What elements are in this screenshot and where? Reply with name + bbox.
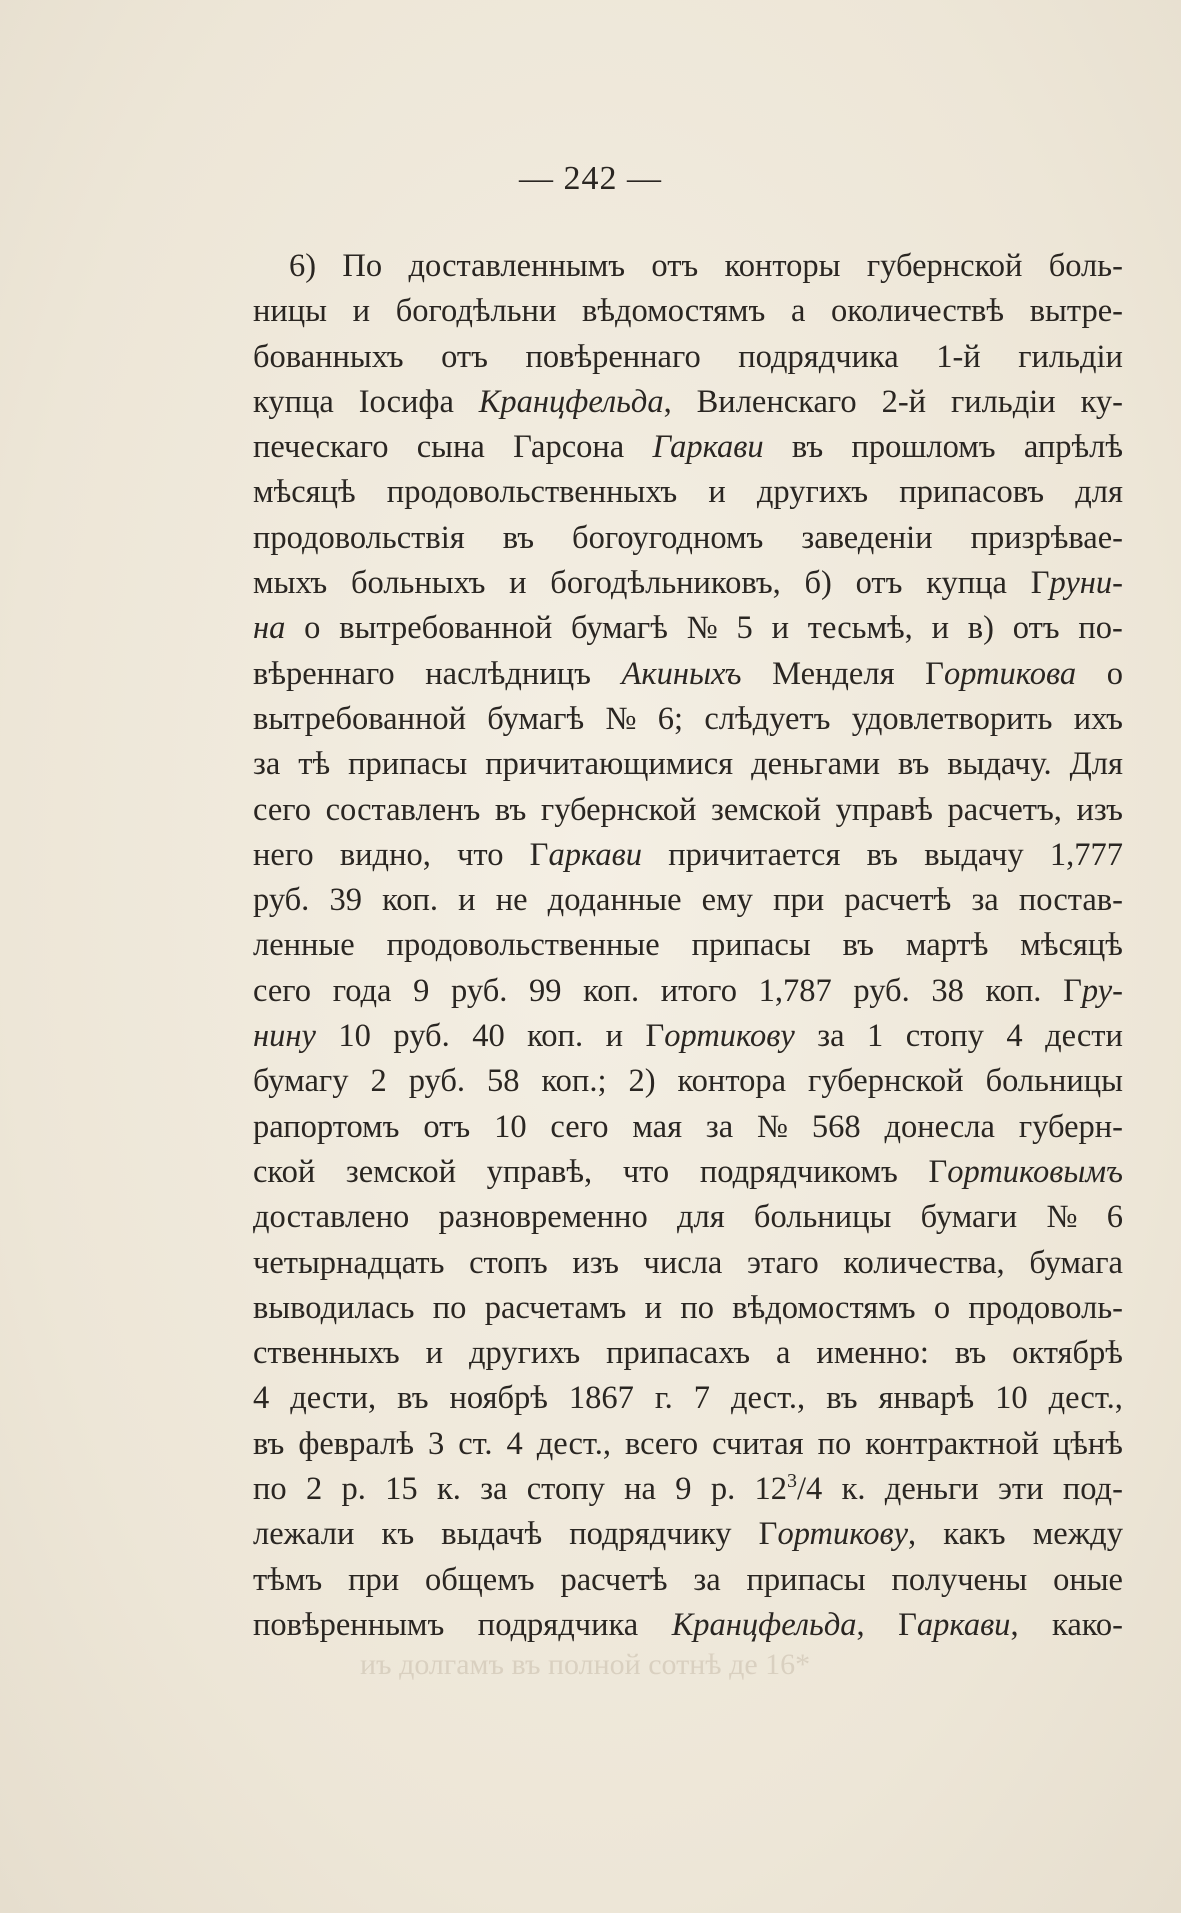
word: мая	[632, 1108, 683, 1145]
word: 123/4	[754, 1470, 823, 1508]
word: а	[790, 293, 806, 330]
word: 1,787	[758, 972, 832, 1009]
word: апрѣлѣ	[1023, 429, 1123, 466]
word: руб.	[451, 972, 508, 1009]
word: и	[644, 1289, 663, 1326]
word: 4	[253, 1380, 270, 1417]
word: лежали	[253, 1516, 355, 1553]
text-line	[253, 746, 1123, 791]
text-line	[253, 1245, 1123, 1290]
word: 15	[385, 1471, 418, 1508]
word: губернской	[866, 248, 1023, 284]
word: отъ	[1012, 610, 1060, 647]
word: удовлетворить	[851, 700, 1053, 737]
word: вѣреннаго	[253, 655, 395, 692]
word: 40	[472, 1018, 505, 1055]
word: припасовъ	[899, 474, 1045, 511]
text-line	[253, 339, 1123, 384]
word: в)	[967, 610, 994, 647]
word: тѣмъ	[253, 1561, 323, 1598]
word: продовольственные	[386, 927, 660, 964]
word: 3	[427, 1425, 445, 1462]
word: въ	[826, 1380, 858, 1417]
word: всего	[624, 1425, 699, 1462]
word: 6;	[657, 700, 684, 737]
word: на	[253, 610, 286, 647]
word: продовольствія	[253, 519, 465, 556]
word: 6)	[289, 248, 317, 284]
word: коп.	[583, 972, 640, 1009]
word: р.	[710, 1471, 736, 1508]
word: 2)	[628, 1063, 656, 1100]
word: сына	[416, 429, 485, 466]
word: и	[425, 1335, 444, 1372]
word: руб.	[393, 1018, 450, 1055]
word: управѣ,	[486, 1153, 593, 1190]
word: и	[509, 565, 527, 602]
word: въ	[842, 927, 874, 964]
word: припасы	[691, 927, 811, 964]
bleed-through-text: иъ долгамъ въ полной сотнѣ де 16*	[360, 1648, 811, 1681]
word: бумагѣ	[487, 700, 585, 737]
word: причитается	[668, 836, 841, 873]
word: Виленскаго	[696, 383, 857, 420]
word: расчетамъ	[484, 1289, 627, 1326]
word: земской	[345, 1153, 456, 1190]
word: отъ	[441, 338, 488, 375]
word: боль-	[1048, 248, 1123, 284]
word: №	[605, 700, 637, 737]
word: о	[933, 1289, 951, 1326]
word: по	[253, 1471, 287, 1508]
word: гильдіи	[1018, 338, 1123, 375]
word: заведеніи	[801, 519, 933, 556]
word: изъ	[572, 1244, 619, 1281]
word: коп.;	[541, 1063, 607, 1100]
word: что	[457, 836, 504, 873]
word: продоволь-	[968, 1289, 1123, 1326]
word: количества,	[843, 1244, 1005, 1281]
word: №	[686, 610, 718, 647]
word: больныхъ	[350, 565, 486, 602]
word: к.	[841, 1471, 866, 1508]
word: ственныхъ	[253, 1335, 400, 1372]
word: Гаркави	[529, 836, 642, 873]
word: повѣреннаго	[525, 338, 701, 375]
word: 9	[675, 1471, 692, 1508]
word: 9	[413, 972, 430, 1009]
page-number: — 242 —	[519, 160, 662, 197]
word: вѣдомостямъ	[581, 293, 766, 330]
word: губерн-	[1018, 1108, 1123, 1145]
text-line	[253, 1471, 1123, 1516]
word: По	[342, 248, 383, 284]
word: 2	[305, 1471, 323, 1508]
text-line	[253, 792, 1123, 837]
word: бумага	[1029, 1244, 1123, 1281]
word: за	[480, 1471, 508, 1508]
word: коп.	[382, 882, 439, 919]
word: доставленнымъ	[408, 248, 626, 284]
word: богодѣльни	[395, 293, 557, 330]
word: Груни-	[1030, 565, 1123, 602]
word: въ	[494, 791, 527, 828]
word: вытре-	[1029, 293, 1123, 330]
word: отъ	[855, 565, 903, 602]
word: деньгами	[751, 746, 880, 783]
word: по	[680, 1289, 714, 1326]
word: 1,777	[1049, 836, 1123, 873]
word: конторы	[724, 248, 841, 284]
word: 2-й	[881, 383, 927, 420]
word: числа	[643, 1244, 723, 1281]
word: выводилась	[253, 1289, 415, 1326]
text-line	[253, 248, 1123, 293]
word: и	[931, 610, 949, 647]
word: како-	[1052, 1606, 1123, 1643]
word: вѣдомостямъ	[732, 1289, 916, 1326]
word: Іосифа	[358, 383, 454, 420]
word: 4	[506, 1425, 523, 1462]
word: коп.	[985, 972, 1042, 1009]
word: земской	[711, 791, 822, 828]
word: него	[253, 836, 314, 873]
word: дест.,	[1048, 1380, 1123, 1417]
word: подрядчика	[477, 1606, 639, 1643]
word: о	[304, 610, 321, 647]
word: мартѣ	[905, 927, 989, 964]
word: выдачу.	[947, 746, 1052, 783]
word: изъ	[1076, 791, 1123, 828]
word: оные	[1053, 1561, 1123, 1598]
word: руб.	[408, 1063, 466, 1100]
text-line	[253, 837, 1123, 882]
word: богодѣльниковъ,	[550, 565, 781, 602]
word: продовольственныхъ	[386, 474, 678, 511]
word: не	[495, 882, 528, 919]
word: призрѣвае-	[970, 519, 1123, 556]
word: наслѣдницъ	[425, 655, 591, 692]
word: ской	[253, 1153, 316, 1190]
word: ку-	[1080, 383, 1123, 420]
word: этаго	[747, 1244, 819, 1281]
word: №	[757, 1108, 789, 1145]
text-line	[253, 882, 1123, 927]
word: вытребованной	[339, 610, 553, 647]
word: въ	[397, 1380, 429, 1417]
word: 39	[329, 882, 362, 919]
text-line	[253, 927, 1123, 972]
word: расчетъ,	[947, 791, 1062, 828]
word: цѣнѣ	[1052, 1425, 1123, 1462]
word: подрядчику	[569, 1516, 732, 1553]
word: Гарсона	[513, 429, 625, 466]
word: больницы	[985, 1063, 1123, 1100]
word: а	[776, 1335, 791, 1372]
word: стопу	[905, 1018, 984, 1055]
word: контора	[677, 1063, 787, 1100]
word: Гаркави	[652, 429, 764, 466]
word: года	[332, 972, 392, 1009]
word: 1-й	[936, 338, 981, 375]
text-line	[253, 1380, 1123, 1425]
word: 99	[529, 972, 562, 1009]
word: считая	[712, 1425, 804, 1462]
word: и	[771, 610, 789, 647]
word: Менделя	[772, 655, 895, 692]
word: и	[458, 882, 476, 919]
word: припасахъ	[606, 1335, 751, 1372]
word: сего	[253, 791, 312, 828]
word: бумагѣ	[571, 610, 668, 647]
word: о	[1106, 655, 1123, 692]
word: выдачу	[924, 836, 1024, 873]
word: 58	[487, 1063, 520, 1100]
word: руб.	[253, 882, 310, 919]
word: Гортикова	[925, 655, 1077, 692]
word: другихъ	[469, 1335, 581, 1372]
word: вытребованной	[253, 700, 467, 737]
word: 1867	[568, 1380, 634, 1417]
word: для	[1075, 474, 1123, 511]
word: околичествѣ	[831, 293, 1005, 330]
word: подрядчика	[738, 338, 899, 375]
word: за	[253, 746, 281, 783]
text-line	[253, 1607, 1123, 1652]
word: къ	[381, 1516, 415, 1553]
word: коп.	[527, 1018, 584, 1055]
word: ему	[701, 882, 753, 919]
word: ленные	[253, 927, 355, 964]
word: припасы	[746, 1561, 866, 1598]
text-line	[253, 1290, 1123, 1335]
word: слѣдуетъ	[704, 700, 831, 737]
word: Гортиковымъ	[928, 1153, 1123, 1190]
text-line	[253, 565, 1123, 610]
word: 10	[494, 1108, 527, 1145]
word: 7	[693, 1380, 710, 1417]
word: доставлено	[253, 1199, 410, 1236]
text-line	[253, 429, 1123, 474]
word: под-	[1062, 1471, 1123, 1508]
word: февралѣ	[298, 1425, 414, 1462]
word: к.	[436, 1471, 461, 1508]
word: купца	[926, 565, 1007, 602]
word: за	[817, 1018, 845, 1055]
word: январѣ	[878, 1380, 975, 1417]
word: повѣреннымъ	[253, 1606, 445, 1643]
word: управѣ	[835, 791, 933, 828]
word: купца	[253, 383, 334, 420]
word: на	[624, 1471, 656, 1508]
word: 4	[1006, 1018, 1023, 1055]
word: Кранцфельда,	[478, 383, 672, 420]
word: 38	[931, 972, 964, 1009]
word: и	[708, 474, 726, 511]
word: итого	[660, 972, 737, 1009]
word: по-	[1078, 610, 1123, 647]
word: эти	[997, 1471, 1044, 1508]
word: дести	[1045, 1018, 1123, 1055]
text-line	[253, 610, 1123, 655]
word: въ	[954, 1335, 987, 1372]
word: нину	[253, 1018, 316, 1055]
word: 568	[811, 1108, 861, 1145]
word: въ	[502, 519, 535, 556]
word: и	[352, 293, 371, 330]
word: дест.,	[730, 1380, 806, 1417]
word: припасы	[348, 746, 468, 783]
text-line	[253, 293, 1123, 338]
word: мѣсяцѣ	[253, 474, 356, 511]
word: ницы	[253, 293, 328, 330]
word: отъ	[651, 248, 699, 284]
word: что	[622, 1153, 670, 1190]
word: по	[817, 1425, 852, 1462]
word: мыхъ	[253, 565, 328, 602]
text-line	[253, 1154, 1123, 1199]
word: Гру-	[1063, 972, 1123, 1009]
word: получены	[891, 1561, 1028, 1598]
text-line	[253, 1516, 1123, 1561]
word: за	[971, 882, 999, 919]
word: другихъ	[756, 474, 869, 511]
word: расчетѣ	[560, 1561, 668, 1598]
word: выдачѣ	[441, 1516, 543, 1553]
word: деньги	[884, 1471, 979, 1508]
word: руб.	[853, 972, 910, 1009]
word: 6	[1106, 1199, 1123, 1236]
word: въ	[897, 746, 930, 783]
word: донесла	[884, 1108, 995, 1145]
text-line	[253, 1335, 1123, 1380]
word: сего	[550, 1108, 609, 1145]
word: видно,	[339, 836, 431, 873]
word: Гортикову,	[758, 1516, 917, 1553]
word: печескаго	[253, 429, 389, 466]
word: за	[693, 1561, 721, 1598]
text-line	[253, 1018, 1123, 1063]
word: Кранцфельда,	[671, 1606, 865, 1643]
word: причитающимися	[485, 746, 734, 783]
word: общемъ	[425, 1561, 535, 1598]
word: ноябрѣ	[449, 1380, 548, 1417]
word: дест.,	[536, 1425, 611, 1462]
word: губернской	[808, 1063, 964, 1100]
word: октябрѣ	[1012, 1335, 1123, 1372]
word: г.	[654, 1380, 673, 1417]
word: бумаги	[920, 1199, 1018, 1236]
word: Акиныхъ	[621, 655, 742, 692]
word: разновременно	[438, 1199, 648, 1236]
word: бованныхъ	[253, 338, 404, 375]
word: и	[605, 1018, 623, 1055]
body-text	[253, 248, 1123, 1652]
text-line	[253, 520, 1123, 565]
word: дести,	[290, 1380, 377, 1417]
word: рапортомъ	[253, 1108, 400, 1145]
word: расчетѣ	[844, 882, 952, 919]
word: въ	[253, 1425, 285, 1462]
word: четырнадцать	[253, 1244, 445, 1281]
text-line	[253, 384, 1123, 429]
word: стопу	[526, 1471, 605, 1508]
word: по	[432, 1289, 467, 1326]
word: 5	[736, 610, 753, 647]
word: какъ	[943, 1516, 1006, 1553]
word: мѣсяцѣ	[1020, 927, 1123, 964]
word: Гортикову	[645, 1018, 795, 1055]
word: 10	[995, 1380, 1028, 1417]
word: отъ	[423, 1108, 471, 1145]
word: 2	[370, 1063, 387, 1100]
word: за	[705, 1108, 734, 1145]
word: постав-	[1018, 882, 1123, 919]
word: тесьмѣ,	[807, 610, 913, 647]
word: именно:	[816, 1335, 929, 1372]
word: Гаркави,	[898, 1606, 1019, 1643]
word: сего	[253, 972, 312, 1009]
word: въ	[791, 429, 824, 466]
word: гильдіи	[950, 383, 1056, 420]
word: составленъ	[325, 791, 481, 828]
text-line	[253, 701, 1123, 746]
word: тѣ	[298, 746, 331, 783]
word: ст.	[458, 1425, 493, 1462]
word: губернской	[540, 791, 697, 828]
word: бумагу	[253, 1063, 349, 1100]
text-line	[253, 973, 1123, 1018]
text-line	[253, 1109, 1123, 1154]
text-line	[253, 1199, 1123, 1244]
word: прошломъ	[851, 429, 996, 466]
word: для	[676, 1199, 725, 1236]
word: больницы	[753, 1199, 892, 1236]
word: б)	[804, 565, 832, 602]
word: 1	[867, 1018, 884, 1055]
word: 10	[338, 1018, 371, 1055]
word: между	[1032, 1516, 1123, 1553]
text-line	[253, 656, 1123, 701]
word: въ	[866, 836, 898, 873]
word: при	[348, 1561, 400, 1598]
word: р.	[341, 1471, 366, 1508]
word: при	[773, 882, 825, 919]
word: Для	[1069, 746, 1123, 783]
word: подрядчикомъ	[699, 1153, 898, 1190]
text-line	[253, 474, 1123, 519]
word: богоугодномъ	[572, 519, 764, 556]
word: стопъ	[469, 1244, 548, 1281]
word: ихъ	[1073, 700, 1123, 737]
word: контрактной	[865, 1425, 1039, 1462]
text-line	[253, 1063, 1123, 1108]
text-line	[253, 1562, 1123, 1607]
word: доданные	[547, 882, 682, 919]
word: №	[1046, 1199, 1078, 1236]
text-line	[253, 1426, 1123, 1471]
